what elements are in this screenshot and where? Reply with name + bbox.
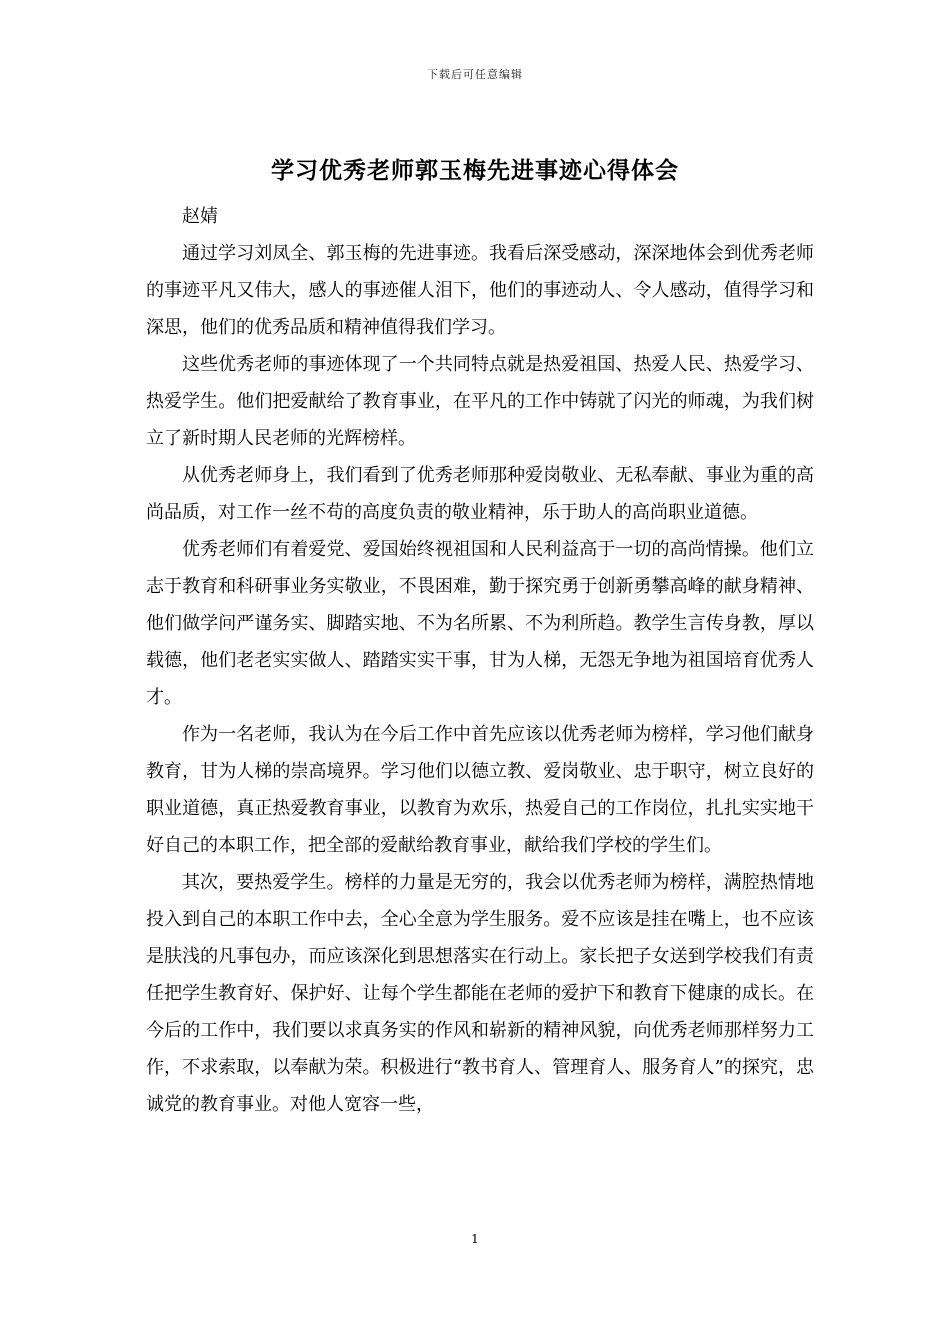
header-note: 下载后可任意编辑 xyxy=(427,68,523,81)
paragraph: 通过学习刘凤全、郭玉梅的先进事迹。我看后深受感动，深深地体会到优秀老师的事迹平凡又伟大，感人的事迹催人泪下，他们的事迹动人、令人感动，值得学习和深思，他们的优秀品质和精神值得我们学习。 xyxy=(146,243,814,338)
page-number: 1 xyxy=(471,1232,479,1246)
paragraph: 作为一名老师，我认为在今后工作中首先应该以优秀老师为榜样，学习他们献身教育，甘为人梯的崇高境界。学习他们以德立教、爱岗敬业、忠于职守，树立良好的职业道德，真正热爱教育事业，以教育为欢乐，热爱自己的工作岗位，扎扎实实地干好自己的本职工作，把全部的爱献给教育事业，献给我们学校的学生们。 xyxy=(146,724,814,856)
paragraph: 优秀老师们有着爱党、爱国始终视祖国和人民利益高于一切的高尚情操。他们立志于教育和科研事业务实敬业，不畏困难，勤于探究勇于创新勇攀高峰的献身精神、他们做学问严谨务实、脚踏实地、不为名所累、不为利所趋。教学生言传身教，厚以载德，他们老老实实做人、踏踏实实干事，甘为人梯，无怨无争地为祖国培育优秀人才。 xyxy=(146,539,814,708)
document-body xyxy=(146,198,814,1123)
paragraph: 其次，要热爱学生。榜样的力量是无穷的，我会以优秀老师为榜样，满腔热情地投入到自己的本职工作中去，全心全意为学生服务。爱不应该是挂在嘴上，也不应该是肤浅的凡事包办，而应该深化到思想落实在行动上。家长把子女送到学校我们有责任把学生教育好、保护好、让每个学生都能在老师的爱护下和教育下健康的成长。在今后的工作中，我们要以求真务实的作风和崭新的精神风貌，向优秀老师那样努力工作，不求索取，以奉献为荣。积极进行“教书育人、管理育人、服务育人”的探究，忠诚党的教育事业。对他人宽容一些， xyxy=(146,872,814,1115)
paragraph: 这些优秀老师的事迹体现了一个共同特点就是热爱祖国、热爱人民、热爱学习、热爱学生。他们把爱献给了教育事业，在平凡的工作中铸就了闪光的师魂，为我们树立了新时期人民老师的光辉榜样。 xyxy=(146,354,814,449)
author-name: 赵婧 xyxy=(182,206,218,227)
paragraph: 从优秀老师身上，我们看到了优秀老师那种爱岗敬业、无私奉献、事业为重的高尚品质，对工作一丝不苟的高度负责的敬业精神，乐于助人的高尚职业道德。 xyxy=(146,465,814,523)
document-title: 学习优秀老师郭玉梅先进事迹心得体会 xyxy=(271,157,679,184)
